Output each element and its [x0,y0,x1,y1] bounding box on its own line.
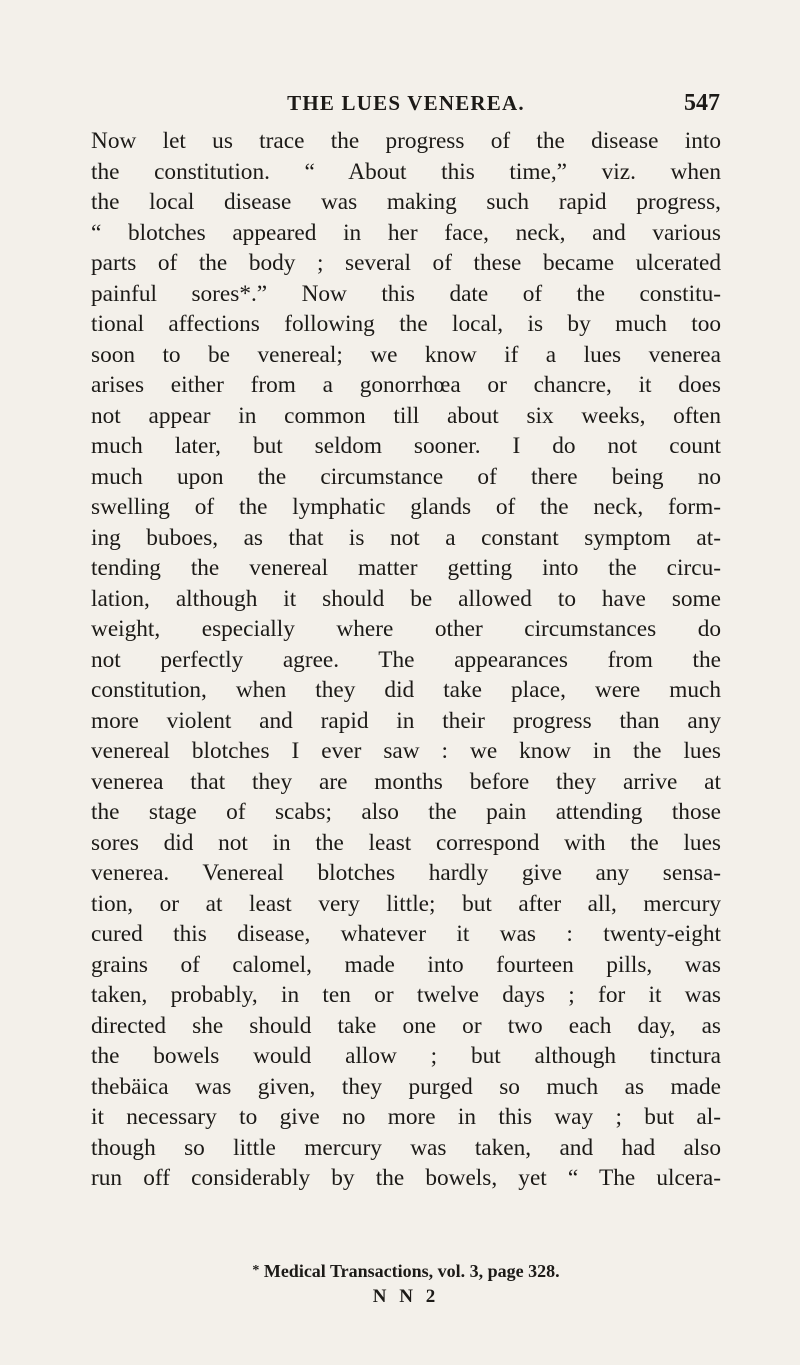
text-line: grains of calomel, made into fourteen pills, was [91,951,721,978]
text-line: thebäica was given, they purged so much as made [91,1073,721,1100]
text-line: constitution, when they did take place, were much [91,677,721,703]
text-line: venerea that they are months before they arrive at [91,768,721,795]
running-title: THE LUES VENEREA. [287,91,525,115]
text-line: weight, especially where other circumstances do [91,616,721,642]
text-line: venerea. Venereal blotches hardly give any sensa- [91,860,721,886]
text-line: arises either from a gonorrhœa or chancre, it does [91,372,721,398]
text-line: the bowels would allow ; but although tinctura [91,1043,721,1069]
text-line: ing buboes, as that is not a constant symptom at- [91,524,721,551]
text-line: sores did not in the least correspond with the lues [91,829,721,856]
text-line: not appear in common till about six weeks, often [91,402,721,429]
text-line: soon to be venereal; we know if a lues venerea [91,341,721,368]
running-head [92,88,720,118]
page-number: 547 [684,90,720,116]
text-line: the local disease was making such rapid progress, [91,189,721,215]
text-line: swelling of the lymphatic glands of the neck, form- [91,494,721,520]
text-line: directed she should take one or two each day, as [91,1012,721,1039]
text-line: lation, although it should be allowed to have some [91,585,721,612]
text-line: the constitution. “ About this time,” viz. when [91,158,721,185]
text-line: the stage of scabs; also the pain attending those [91,799,721,825]
footnote [91,1258,721,1284]
text-line: not perfectly agree. The appearances from the [91,646,721,673]
text-line: venereal blotches I ever saw : we know in the lues [91,738,721,764]
body-text [91,126,721,1194]
text-line: tion, or at least very little; but after all, mercury [91,890,721,917]
text-line: run off considerably by the bowels, yet “ The ulcera- [91,1165,721,1191]
footnote-mark: * [252,1263,260,1278]
text-line: “ blotches appeared in her face, neck, and various [91,219,721,246]
text-line: parts of the body ; several of these became ulcerated [91,250,721,276]
text-line: cured this disease, whatever it was : twenty-eight [91,921,721,947]
text-line: Now let us trace the progress of the disease into [91,128,721,154]
signature-mark: N N 2 [372,1286,440,1307]
text-line: much later, but seldom sooner. I do not count [91,433,721,459]
text-line: taken, probably, in ten or twelve days ; for it was [91,982,721,1008]
text-line: tending the venereal matter getting into the circu- [91,555,721,581]
text-line: much upon the circumstance of there being no [91,463,721,490]
footnote-text: Medical Transactions, vol. 3, page 328. [263,1261,560,1281]
text-line: it necessary to give no more in this way ; but al- [91,1104,721,1130]
text-line: tional affections following the local, is by much too [91,311,721,337]
text-line: though so little mercury was taken, and had also [91,1134,721,1161]
text-line: painful sores*.” Now this date of the constitu- [91,280,721,307]
text-line: more violent and rapid in their progress than any [91,707,721,734]
